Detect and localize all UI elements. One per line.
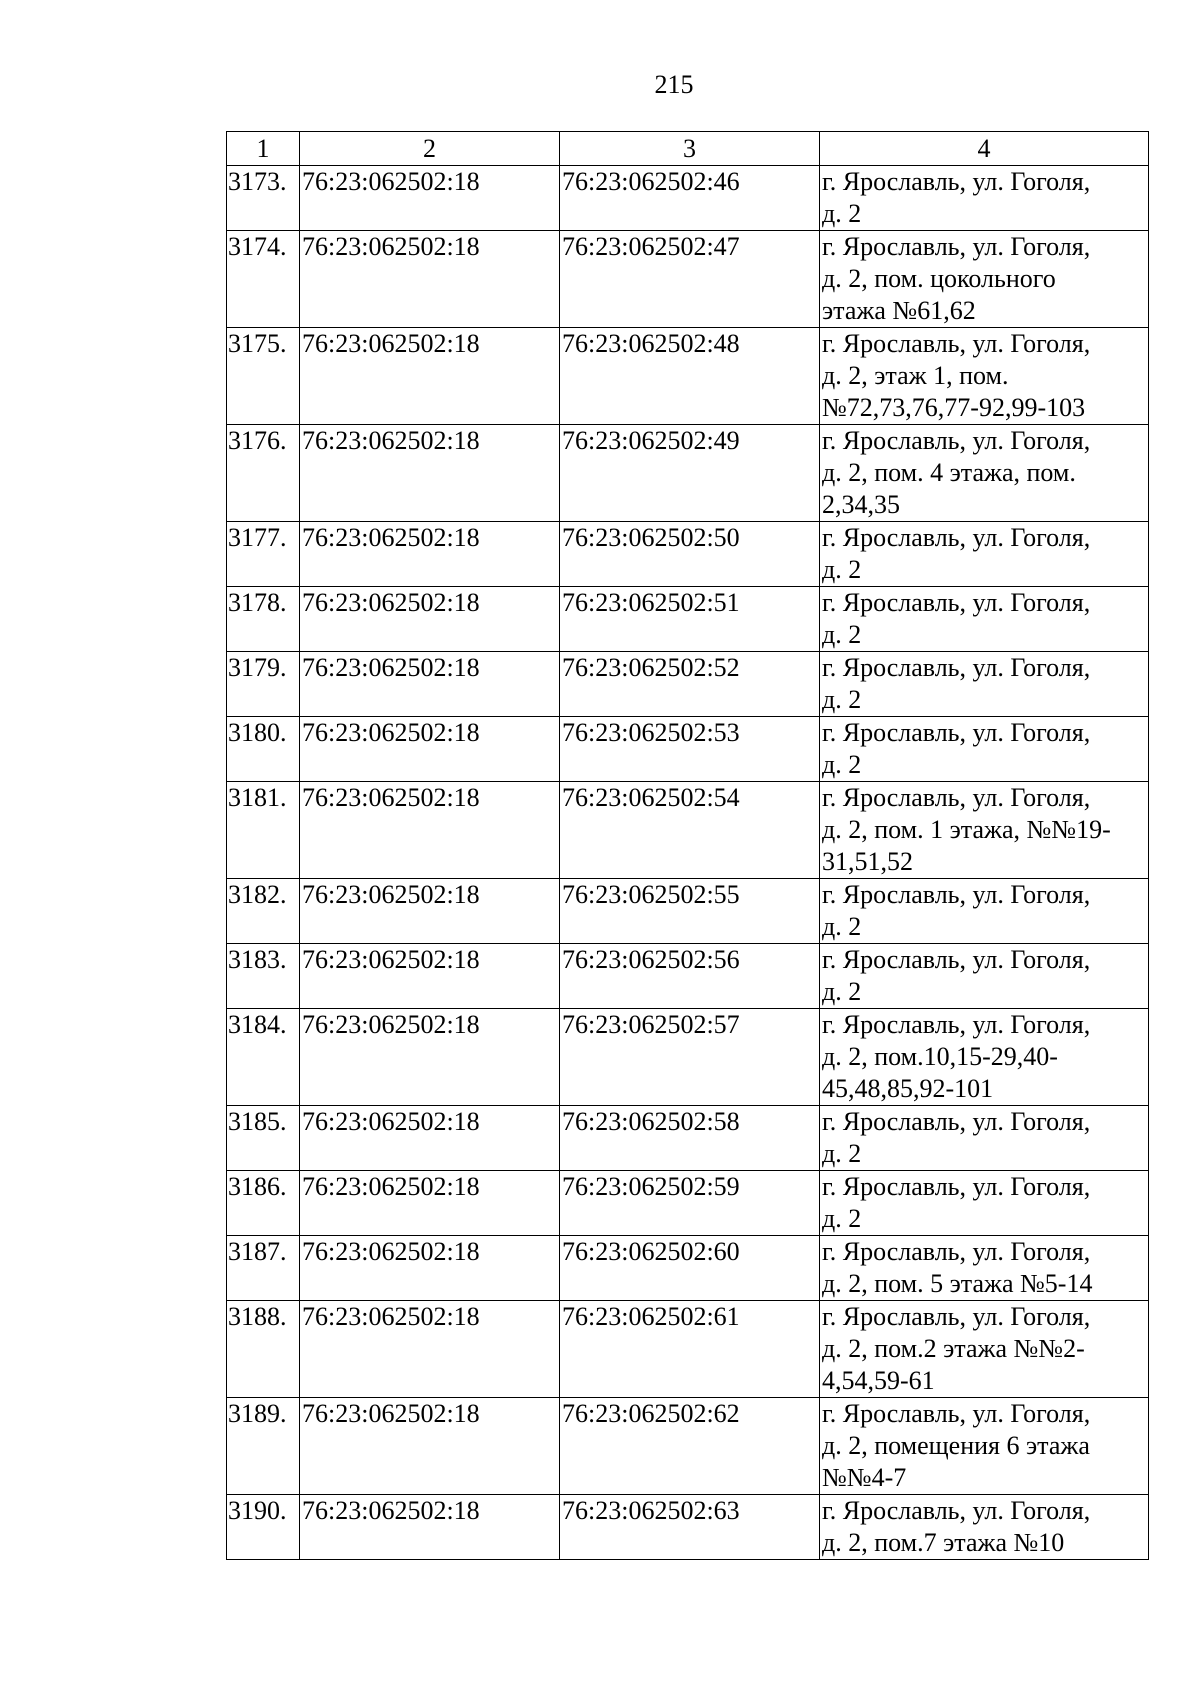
- table-row: [227, 1009, 1149, 1106]
- object-cadastral-number-cell: 76:23:062502:62: [560, 1398, 820, 1495]
- row-number-cell: 3188.: [227, 1301, 300, 1398]
- address-line: д. 2: [822, 620, 862, 649]
- address-line: г. Ярославль, ул. Гоголя,: [822, 1496, 1091, 1525]
- row-number-cell: 3184.: [227, 1009, 300, 1106]
- address-line: г. Ярославль, ул. Гоголя,: [822, 232, 1091, 261]
- parcel-cadastral-number-cell: 76:23:062502:18: [300, 1236, 560, 1301]
- address-line: д. 2, этаж 1, пом.: [822, 361, 1009, 390]
- address-cell: [820, 1009, 1149, 1106]
- row-number-cell: 3181.: [227, 782, 300, 879]
- address-cell: [820, 328, 1149, 425]
- address-line: д. 2: [822, 912, 862, 941]
- row-number-cell: 3186.: [227, 1171, 300, 1236]
- table-row: [227, 652, 1149, 717]
- object-cadastral-number-cell: 76:23:062502:60: [560, 1236, 820, 1301]
- object-cadastral-number-cell: 76:23:062502:51: [560, 587, 820, 652]
- object-cadastral-number-cell: 76:23:062502:47: [560, 231, 820, 328]
- address-cell: [820, 1171, 1149, 1236]
- address-line: г. Ярославль, ул. Гоголя,: [822, 1010, 1091, 1039]
- table-row: [227, 587, 1149, 652]
- address-line: г. Ярославль, ул. Гоголя,: [822, 783, 1091, 812]
- row-number-cell: 3189.: [227, 1398, 300, 1495]
- parcel-cadastral-number-cell: 76:23:062502:18: [300, 879, 560, 944]
- column-header-2: 2: [300, 132, 560, 166]
- address-line: г. Ярославль, ул. Гоголя,: [822, 329, 1091, 358]
- address-cell: [820, 1495, 1149, 1560]
- object-cadastral-number-cell: 76:23:062502:49: [560, 425, 820, 522]
- object-cadastral-number-cell: 76:23:062502:57: [560, 1009, 820, 1106]
- table-body: [227, 166, 1149, 1560]
- address-line: 2,34,35: [822, 490, 900, 519]
- address-line: г. Ярославль, ул. Гоголя,: [822, 1237, 1091, 1266]
- object-cadastral-number-cell: 76:23:062502:61: [560, 1301, 820, 1398]
- address-line: д. 2, пом. 1 этажа, №№19-: [822, 815, 1111, 844]
- registry-table: [226, 131, 1149, 1560]
- address-cell: [820, 1106, 1149, 1171]
- address-cell: [820, 652, 1149, 717]
- object-cadastral-number-cell: 76:23:062502:53: [560, 717, 820, 782]
- table-row: [227, 782, 1149, 879]
- column-header-3: 3: [560, 132, 820, 166]
- parcel-cadastral-number-cell: 76:23:062502:18: [300, 231, 560, 328]
- table-row: [227, 1301, 1149, 1398]
- parcel-cadastral-number-cell: 76:23:062502:18: [300, 944, 560, 1009]
- table-row: [227, 1106, 1149, 1171]
- table-row: [227, 166, 1149, 231]
- row-number-cell: 3180.: [227, 717, 300, 782]
- parcel-cadastral-number-cell: 76:23:062502:18: [300, 1398, 560, 1495]
- row-number-cell: 3178.: [227, 587, 300, 652]
- table-row: [227, 1171, 1149, 1236]
- address-line: д. 2, пом.7 этажа №10: [822, 1528, 1065, 1557]
- table-row: [227, 944, 1149, 1009]
- address-line: д. 2: [822, 199, 862, 228]
- address-line: д. 2, пом. 4 этажа, пом.: [822, 458, 1076, 487]
- address-line: г. Ярославль, ул. Гоголя,: [822, 426, 1091, 455]
- table-row: [227, 1236, 1149, 1301]
- table-row: [227, 328, 1149, 425]
- address-cell: [820, 879, 1149, 944]
- row-number-cell: 3174.: [227, 231, 300, 328]
- table-row: [227, 425, 1149, 522]
- address-cell: [820, 782, 1149, 879]
- table-row: [227, 1398, 1149, 1495]
- row-number-cell: 3177.: [227, 522, 300, 587]
- header-row: [227, 132, 1149, 166]
- address-line: г. Ярославль, ул. Гоголя,: [822, 588, 1091, 617]
- address-line: д. 2: [822, 1204, 862, 1233]
- table-row: [227, 231, 1149, 328]
- address-cell: [820, 717, 1149, 782]
- parcel-cadastral-number-cell: 76:23:062502:18: [300, 328, 560, 425]
- parcel-cadastral-number-cell: 76:23:062502:18: [300, 522, 560, 587]
- address-line: 4,54,59-61: [822, 1366, 935, 1395]
- parcel-cadastral-number-cell: 76:23:062502:18: [300, 652, 560, 717]
- table-row: [227, 717, 1149, 782]
- address-cell: [820, 522, 1149, 587]
- address-cell: [820, 231, 1149, 328]
- address-cell: [820, 944, 1149, 1009]
- column-header-1: 1: [227, 132, 300, 166]
- object-cadastral-number-cell: 76:23:062502:46: [560, 166, 820, 231]
- address-cell: [820, 1301, 1149, 1398]
- address-line: г. Ярославль, ул. Гоголя,: [822, 167, 1091, 196]
- parcel-cadastral-number-cell: 76:23:062502:18: [300, 1106, 560, 1171]
- address-line: д. 2: [822, 685, 862, 714]
- row-number-cell: 3187.: [227, 1236, 300, 1301]
- address-line: г. Ярославль, ул. Гоголя,: [822, 1172, 1091, 1201]
- object-cadastral-number-cell: 76:23:062502:59: [560, 1171, 820, 1236]
- address-line: д. 2, пом.2 этажа №№2-: [822, 1334, 1085, 1363]
- object-cadastral-number-cell: 76:23:062502:54: [560, 782, 820, 879]
- address-line: г. Ярославль, ул. Гоголя,: [822, 718, 1091, 747]
- address-line: д. 2, пом.10,15-29,40-: [822, 1042, 1058, 1071]
- address-line: д. 2, пом. цокольного: [822, 264, 1056, 293]
- row-number-cell: 3183.: [227, 944, 300, 1009]
- row-number-cell: 3179.: [227, 652, 300, 717]
- object-cadastral-number-cell: 76:23:062502:58: [560, 1106, 820, 1171]
- address-line: г. Ярославль, ул. Гоголя,: [822, 523, 1091, 552]
- address-line: д. 2: [822, 555, 862, 584]
- object-cadastral-number-cell: 76:23:062502:56: [560, 944, 820, 1009]
- address-line: г. Ярославль, ул. Гоголя,: [822, 1399, 1091, 1428]
- address-line: г. Ярославль, ул. Гоголя,: [822, 945, 1091, 974]
- address-line: д. 2: [822, 1139, 862, 1168]
- parcel-cadastral-number-cell: 76:23:062502:18: [300, 166, 560, 231]
- address-line: г. Ярославль, ул. Гоголя,: [822, 880, 1091, 909]
- address-cell: [820, 1398, 1149, 1495]
- table-header: [227, 132, 1149, 166]
- address-line: г. Ярославль, ул. Гоголя,: [822, 1107, 1091, 1136]
- parcel-cadastral-number-cell: 76:23:062502:18: [300, 1301, 560, 1398]
- address-cell: [820, 587, 1149, 652]
- address-line: 45,48,85,92-101: [822, 1074, 994, 1103]
- table-row: [227, 522, 1149, 587]
- row-number-cell: 3182.: [227, 879, 300, 944]
- address-line: д. 2: [822, 977, 862, 1006]
- row-number-cell: 3190.: [227, 1495, 300, 1560]
- address-cell: [820, 166, 1149, 231]
- parcel-cadastral-number-cell: 76:23:062502:18: [300, 1495, 560, 1560]
- row-number-cell: 3173.: [227, 166, 300, 231]
- parcel-cadastral-number-cell: 76:23:062502:18: [300, 1171, 560, 1236]
- object-cadastral-number-cell: 76:23:062502:63: [560, 1495, 820, 1560]
- address-line: д. 2, помещения 6 этажа: [822, 1431, 1090, 1460]
- object-cadastral-number-cell: 76:23:062502:48: [560, 328, 820, 425]
- parcel-cadastral-number-cell: 76:23:062502:18: [300, 1009, 560, 1106]
- object-cadastral-number-cell: 76:23:062502:52: [560, 652, 820, 717]
- parcel-cadastral-number-cell: 76:23:062502:18: [300, 425, 560, 522]
- address-line: д. 2: [822, 750, 862, 779]
- address-line: г. Ярославль, ул. Гоголя,: [822, 1302, 1091, 1331]
- address-line: этажа №61,62: [822, 296, 976, 325]
- column-header-4: 4: [820, 132, 1149, 166]
- address-line: г. Ярославль, ул. Гоголя,: [822, 653, 1091, 682]
- parcel-cadastral-number-cell: 76:23:062502:18: [300, 587, 560, 652]
- table-row: [227, 1495, 1149, 1560]
- parcel-cadastral-number-cell: 76:23:062502:18: [300, 782, 560, 879]
- parcel-cadastral-number-cell: 76:23:062502:18: [300, 717, 560, 782]
- object-cadastral-number-cell: 76:23:062502:50: [560, 522, 820, 587]
- address-line: №72,73,76,77-92,99-103: [822, 393, 1086, 422]
- address-line: №№4-7: [822, 1463, 907, 1492]
- address-cell: [820, 425, 1149, 522]
- row-number-cell: 3176.: [227, 425, 300, 522]
- page-number: 215: [654, 70, 694, 99]
- row-number-cell: 3175.: [227, 328, 300, 425]
- table-row: [227, 879, 1149, 944]
- address-line: 31,51,52: [822, 847, 913, 876]
- object-cadastral-number-cell: 76:23:062502:55: [560, 879, 820, 944]
- address-cell: [820, 1236, 1149, 1301]
- row-number-cell: 3185.: [227, 1106, 300, 1171]
- address-line: д. 2, пом. 5 этажа №5-14: [822, 1269, 1093, 1298]
